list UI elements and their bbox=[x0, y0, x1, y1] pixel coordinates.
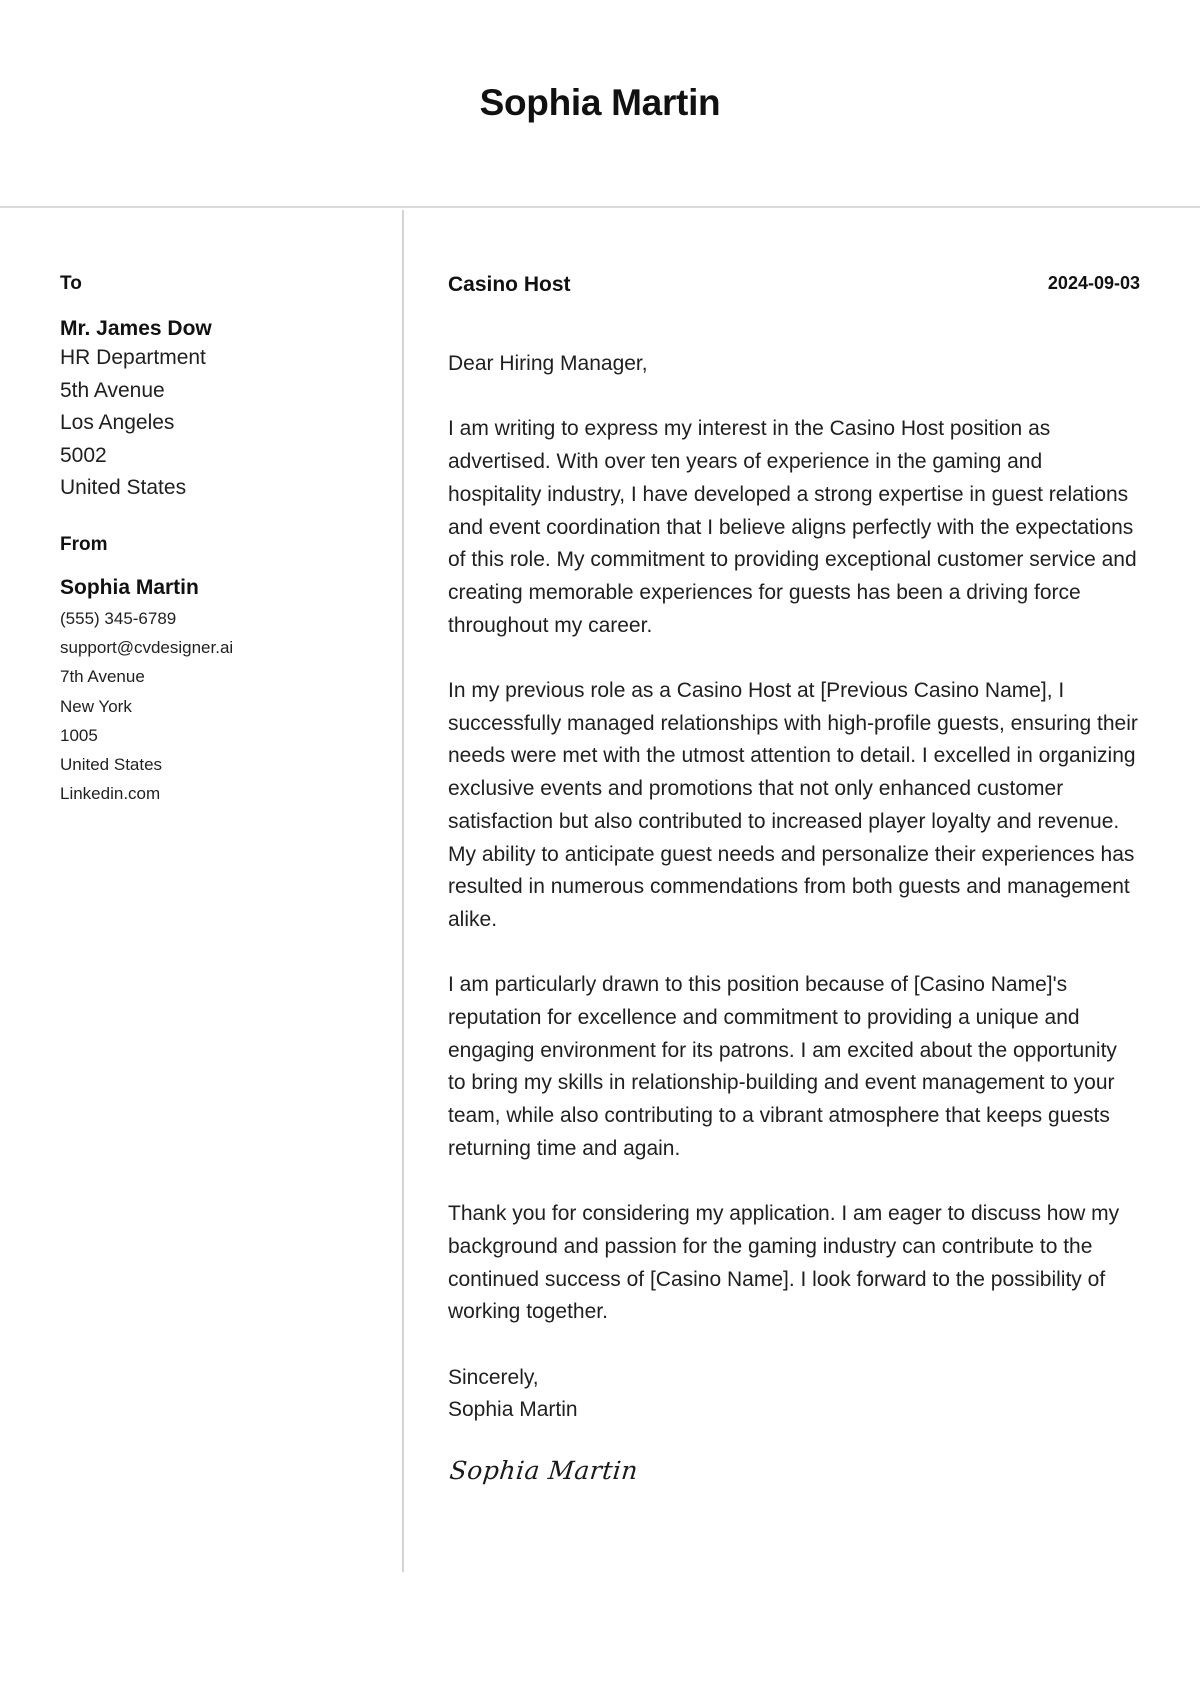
sender-website: Linkedin.com bbox=[60, 784, 161, 804]
letter-body bbox=[448, 348, 1140, 1490]
body-paragraph: In my previous role as a Casino Host at [Previous Casino Name], I successfully managed relationships with high-profile guests, ensuring their needs were met with the utmost attention to detail. I excelled in organizing exclusive events and promotions that not only enhanced customer satisfaction but also contributed to increased player loyalty and revenue. My ability to anticipate guest needs and personalize their experiences has resulted in numerous commendations from both guests and management alike. bbox=[448, 679, 1138, 931]
sender-email: support@cvdesigner.ai bbox=[60, 638, 234, 658]
letter-date: 2024-09-03 bbox=[1047, 273, 1140, 293]
sender-heading: From bbox=[60, 533, 108, 555]
body-paragraph: I am writing to express my interest in the Casino Host position as advertised. With over ten years of experience in the gaming and hospitality industry, I have developed a strong expertise in guest relations and event coordination that I believe aligns perfectly with the expectations of this role. My commitment to providing exceptional customer service and creating memorable experiences for guests has been a driving force throughout my career. bbox=[448, 417, 1137, 637]
column-divider bbox=[402, 210, 404, 1572]
sender-city: New York bbox=[60, 696, 132, 716]
recipient-heading: To bbox=[60, 273, 82, 294]
sender-street: 7th Avenue bbox=[60, 667, 145, 687]
sender-zip: 1005 bbox=[60, 725, 98, 745]
sender-country: United States bbox=[60, 754, 163, 774]
recipient-street: 5th Avenue bbox=[60, 378, 165, 402]
signature: Sophia Martin bbox=[448, 1456, 640, 1486]
greeting: Dear Hiring Manager, bbox=[448, 352, 648, 375]
recipient-name: Mr. James Dow bbox=[60, 317, 212, 340]
sender-phone: (555) 345-6789 bbox=[60, 608, 177, 628]
sender-name: Sophia Martin bbox=[60, 575, 199, 599]
closing: Sincerely, bbox=[448, 1365, 539, 1389]
body-paragraph: Thank you for considering my application. I am eager to discuss how my background and passion for the gaming industry can contribute to the continued success of [Casino Name]. I look forward to the possibility of working together. bbox=[448, 1202, 1120, 1324]
closing-name: Sophia Martin bbox=[448, 1398, 578, 1422]
recipient-department: HR Department bbox=[60, 346, 206, 369]
recipient-country: United States bbox=[60, 476, 187, 500]
body-paragraph: I am particularly drawn to this position because of [Casino Name]'s reputation for excellence and commitment to providing a unique and engaging environment for its patrons. I am excited about the opportunity to bring my skills in relationship-building and event management to your team, while also contributing to a vibrant atmosphere that keeps guests returning time and again. bbox=[448, 973, 1117, 1160]
header-name: Sophia Martin bbox=[479, 82, 721, 123]
recipient-zip: 5002 bbox=[60, 443, 107, 467]
sidebar bbox=[60, 272, 380, 808]
letter-header bbox=[0, 0, 1200, 208]
job-title: Casino Host bbox=[448, 273, 571, 296]
recipient-city: Los Angeles bbox=[60, 411, 175, 435]
